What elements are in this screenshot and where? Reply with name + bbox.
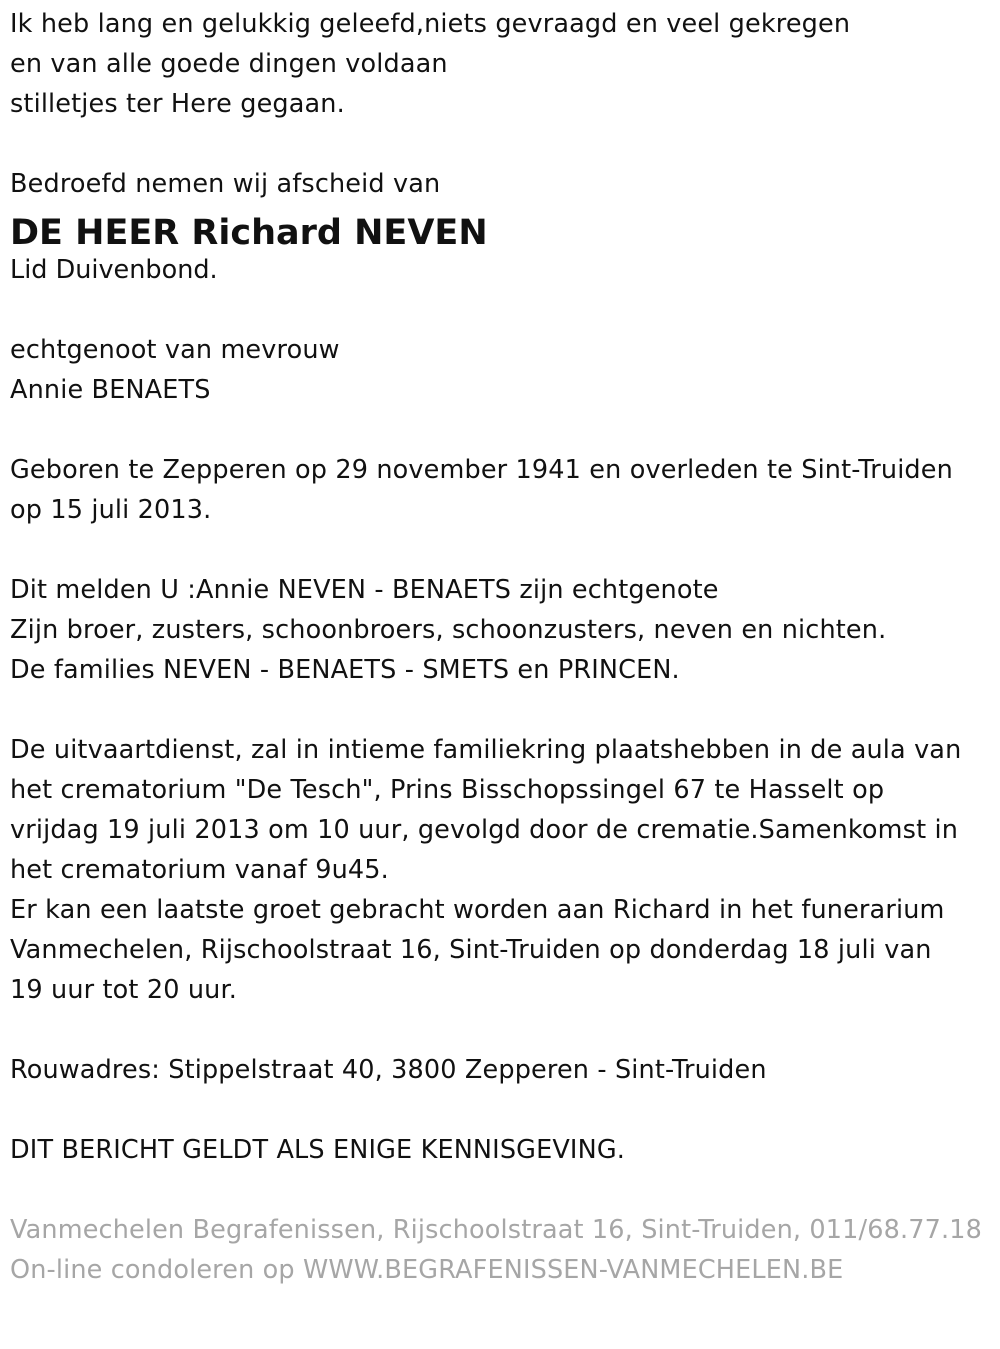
spacer [10, 290, 995, 330]
footer-condolence-link[interactable]: On-line condoleren op WWW.BEGRAFENISSEN-VANMECHELEN.BE [10, 1255, 844, 1285]
announcers-line-2: Zijn broer, zusters, schoonbroers, schoonzusters, neven en nichten. [10, 615, 887, 645]
poem-line-2: en van alle goede dingen voldaan [10, 49, 448, 79]
deceased-name: DE HEER Richard NEVEN [10, 213, 488, 253]
ceremony-line-1: De uitvaartdienst, zal in intieme familiekring plaatshebben in de aula van [10, 735, 962, 765]
mourning-address: Rouwadres: Stippelstraat 40, 3800 Zepperen - Sint-Truiden [10, 1055, 767, 1085]
poem-line-1: Ik heb lang en gelukkig geleefd,niets gevraagd en veel gekregen [10, 9, 851, 39]
birth-death-line-1: Geboren te Zepperen op 29 november 1941 en overleden te Sint-Truiden [10, 455, 953, 485]
spacer [10, 530, 995, 570]
spacer [10, 124, 995, 164]
spouse-line-2: Annie BENAETS [10, 375, 211, 405]
membership-text: Lid Duivenbond. [10, 255, 218, 285]
poem-line-3: stilletjes ter Here gegaan. [10, 89, 345, 119]
ceremony-line-5: Er kan een laatste groet gebracht worden aan Richard in het funerarium [10, 895, 945, 925]
notice-text: DIT BERICHT GELDT ALS ENIGE KENNISGEVING. [10, 1135, 625, 1165]
ceremony-line-6: Vanmechelen, Rijschoolstraat 16, Sint-Truiden op donderdag 18 juli van [10, 935, 932, 965]
ceremony-line-7: 19 uur tot 20 uur. [10, 975, 237, 1005]
intro-text: Bedroefd nemen wij afscheid van [10, 169, 441, 199]
ceremony-line-3: vrijdag 19 juli 2013 om 10 uur, gevolgd door de crematie.Samenkomst in [10, 815, 959, 845]
announcers-line-3: De families NEVEN - BENAETS - SMETS en PRINCEN. [10, 655, 680, 685]
spacer [10, 1010, 995, 1050]
spacer [10, 1170, 995, 1210]
announcers-line-1: Dit melden U :Annie NEVEN - BENAETS zijn echtgenote [10, 575, 719, 605]
spacer [10, 410, 995, 450]
birth-death-line-2: op 15 juli 2013. [10, 495, 212, 525]
footer-funeral-home: Vanmechelen Begrafenissen, Rijschoolstraat 16, Sint-Truiden, 011/68.77.18 [10, 1215, 983, 1245]
death-notice [10, 4, 995, 1290]
spouse-line-1: echtgenoot van mevrouw [10, 335, 340, 365]
ceremony-line-2: het crematorium "De Tesch", Prins Bisschopssingel 67 te Hasselt op [10, 775, 885, 805]
ceremony-line-4: het crematorium vanaf 9u45. [10, 855, 389, 885]
spacer [10, 1090, 995, 1130]
spacer [10, 690, 995, 730]
